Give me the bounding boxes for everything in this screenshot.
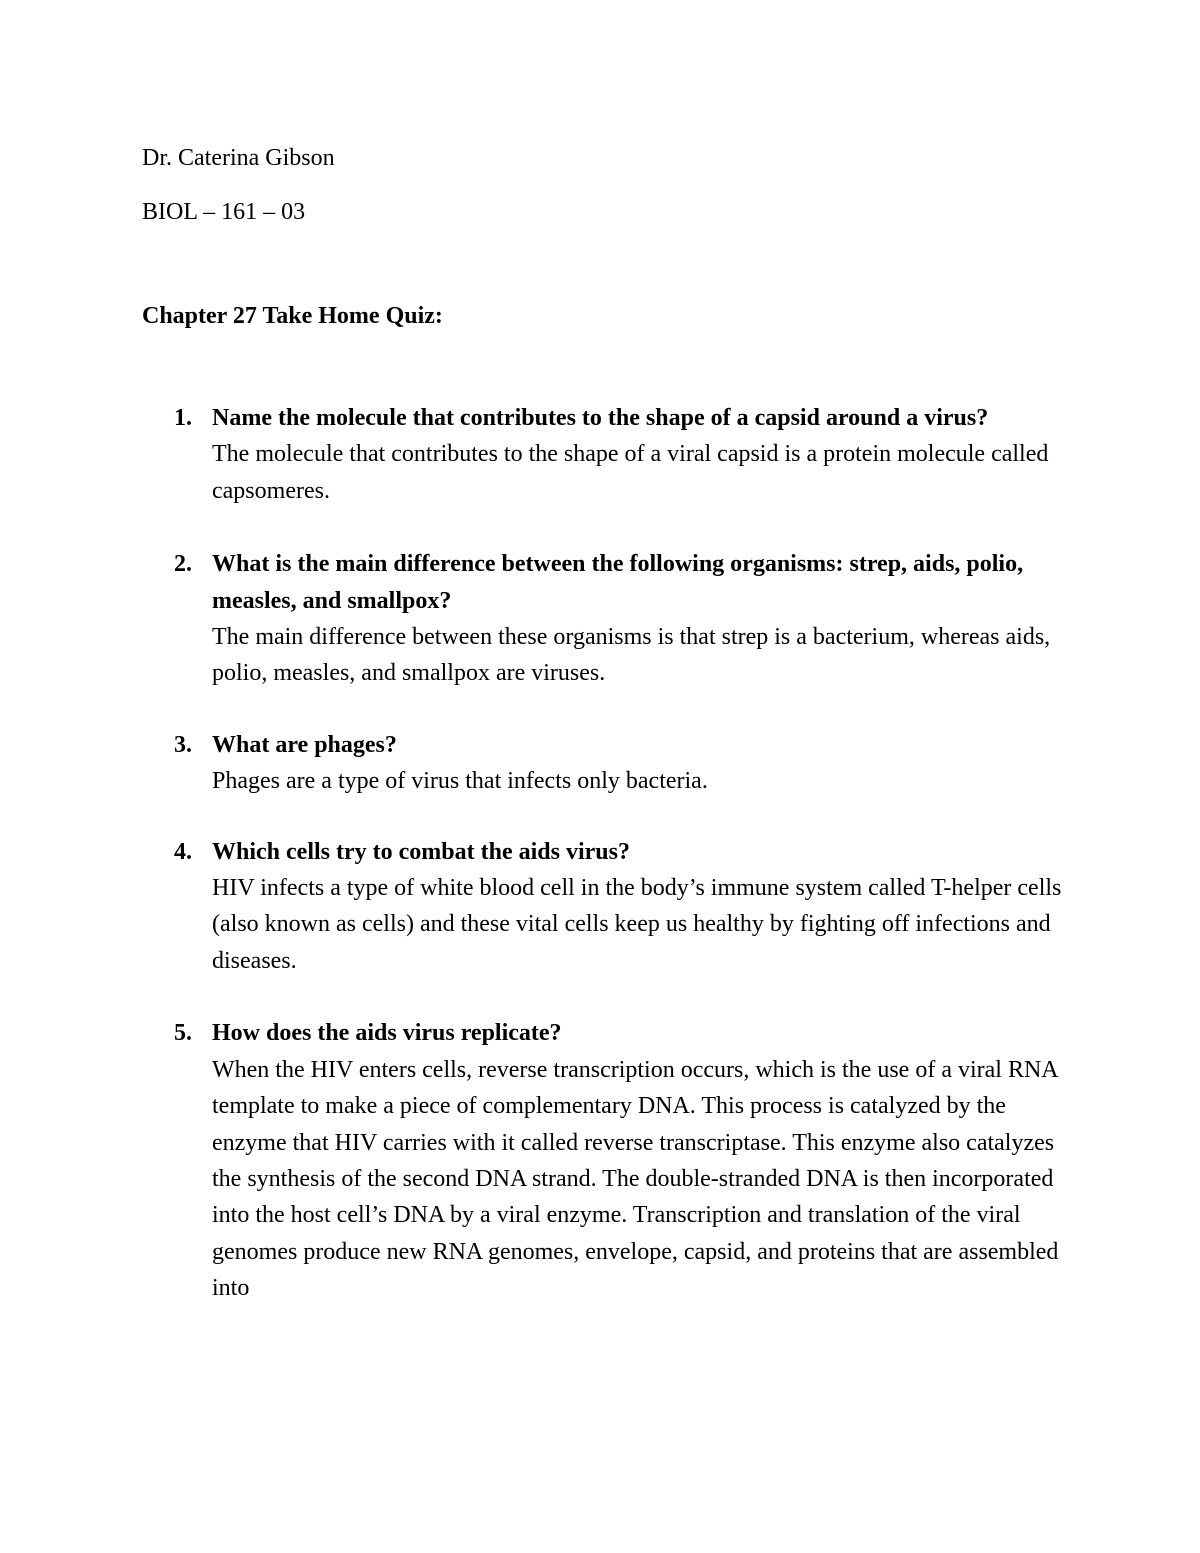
answer-text: HIV infects a type of white blood cell in the body’s immune system called T-helper cells (also known as cells) and these vital cells keep us healthy by fighting off infections and diseases. <box>212 875 1062 974</box>
question-number: 1. <box>174 405 192 431</box>
answer-text: Phages are a type of virus that infects only bacteria. <box>212 768 708 795</box>
question-text: How does the aids virus replicate? <box>212 1020 562 1047</box>
answer-text: When the HIV enters cells, reverse transcription occurs, which is the use of a viral RNA template to make a piece of complementary DNA. This process is catalyzed by the enzyme that HIV carries with it called reverse transcriptase. This enzyme also catalyzes the synthesis of the second DNA strand. The double-stranded DNA is then incorporated into the host cell’s DNA by a viral enzyme. Transcription and translation of the viral genomes produce new RNA genomes, envelope, capsid, and proteins that are assembled into <box>212 1056 1059 1302</box>
question-text: Which cells try to combat the aids virus? <box>212 838 630 865</box>
quiz-title: Chapter 27 Take Home Quiz: <box>142 303 443 329</box>
answer-text: The molecule that contributes to the shape of a viral capsid is a protein molecule called capsomeres. <box>212 441 1049 504</box>
question-number: 5. <box>174 1020 192 1047</box>
question-item <box>174 1015 1074 1306</box>
question-text: What is the main difference between the following organisms: strep, aids, polio, measles, and smallpox? <box>212 551 1024 614</box>
question-list <box>174 400 1074 1307</box>
question-item <box>174 400 1074 509</box>
question-text: What are phages? <box>212 731 397 758</box>
question-item <box>174 727 1074 800</box>
question-text: Name the molecule that contributes to the shape of a capsid around a virus? <box>212 405 989 431</box>
answer-text: The main difference between these organisms is that strep is a bacterium, whereas aids, polio, measles, and smallpox are viruses. <box>212 624 1051 687</box>
question-item <box>174 546 1074 692</box>
question-number: 2. <box>174 551 192 578</box>
instructor-name: Dr. Caterina Gibson <box>142 145 335 171</box>
question-number: 4. <box>174 838 192 865</box>
course-code: BIOL – 161 – 03 <box>142 199 306 225</box>
question-item <box>174 834 1074 980</box>
question-number: 3. <box>174 731 192 758</box>
